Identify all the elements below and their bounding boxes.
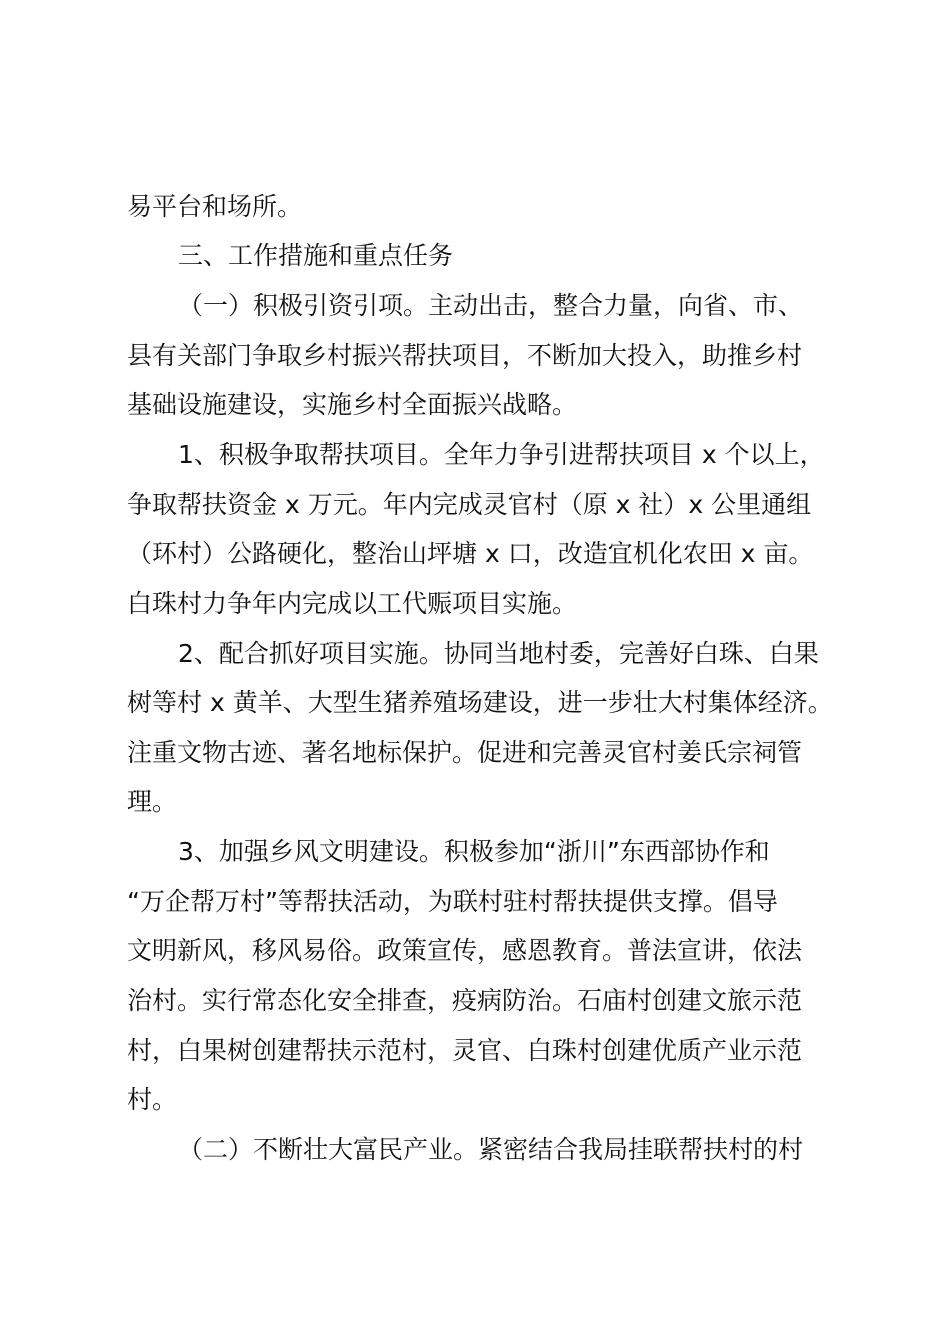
text-line xyxy=(0,182,950,232)
line-text: 易平台和场所。 xyxy=(127,192,303,221)
line-text: 村，白果树创建帮扶示范村，灵官、白珠村创建优质产业示范 xyxy=(127,1036,803,1065)
text-line xyxy=(0,877,950,927)
line-text: 村。 xyxy=(127,1085,178,1114)
subsection-heading xyxy=(0,1125,950,1175)
paragraph-start xyxy=(0,430,950,480)
text-line xyxy=(0,777,950,827)
line-text: 争取帮扶资金 x 万元。年内完成灵官村（原 x 社）x 公里通组 xyxy=(127,490,812,519)
line-text: （一）积极引资引项。主动出击，整合力量，向省、市、 xyxy=(178,291,804,320)
paragraph-start xyxy=(0,629,950,679)
text-line xyxy=(0,331,950,381)
line-text: （环村）公路硬化，整治山坪塘 x 口，改造宜机化农田 x 亩。 xyxy=(127,539,814,568)
line-text: 3、加强乡风文明建设。积极参加“浙川”东西部协作和 xyxy=(178,837,770,866)
line-text: “万企帮万村”等帮扶活动，为联村驻村帮扶提供支撑。倡导 xyxy=(127,887,778,916)
text-line xyxy=(0,1075,950,1125)
text-line xyxy=(0,926,950,976)
line-text: 1、积极争取帮扶项目。全年力争引进帮扶项目 x 个以上， xyxy=(178,440,825,469)
text-line xyxy=(0,529,950,579)
line-text: 理。 xyxy=(127,787,178,816)
text-line xyxy=(0,579,950,629)
line-text: 白珠村力争年内完成以工代赈项目实施。 xyxy=(127,589,578,618)
subsection-heading xyxy=(0,281,950,331)
line-text: 2、配合抓好项目实施。协同当地村委，完善好白珠、白果 xyxy=(178,639,819,668)
section-heading xyxy=(0,231,950,281)
line-text: 树等村 x 黄羊、大型生猪养殖场建设，进一步壮大村集体经济。 xyxy=(127,688,833,717)
text-line xyxy=(0,976,950,1026)
line-text: （二）不断壮大富民产业。紧密结合我局挂联帮扶村的村 xyxy=(178,1135,804,1164)
line-text: 治村。实行常态化安全排查，疫病防治。石庙村创建文旅示范 xyxy=(127,986,803,1015)
line-text: 文明新风，移风易俗。政策宣传，感恩教育。普法宣讲，依法 xyxy=(127,936,803,965)
line-text: 注重文物古迹、著名地标保护。促进和完善灵官村姜氏宗祠管 xyxy=(127,738,803,767)
line-text: 三、工作措施和重点任务 xyxy=(178,241,454,270)
line-text: 基础设施建设，实施乡村全面振兴战略。 xyxy=(127,390,578,419)
text-line xyxy=(0,728,950,778)
text-line xyxy=(0,480,950,530)
text-line xyxy=(0,380,950,430)
paragraph-start xyxy=(0,827,950,877)
text-line xyxy=(0,678,950,728)
text-line xyxy=(0,1026,950,1076)
line-text: 县有关部门争取乡村振兴帮扶项目，不断加大投入，助推乡村 xyxy=(127,341,803,370)
